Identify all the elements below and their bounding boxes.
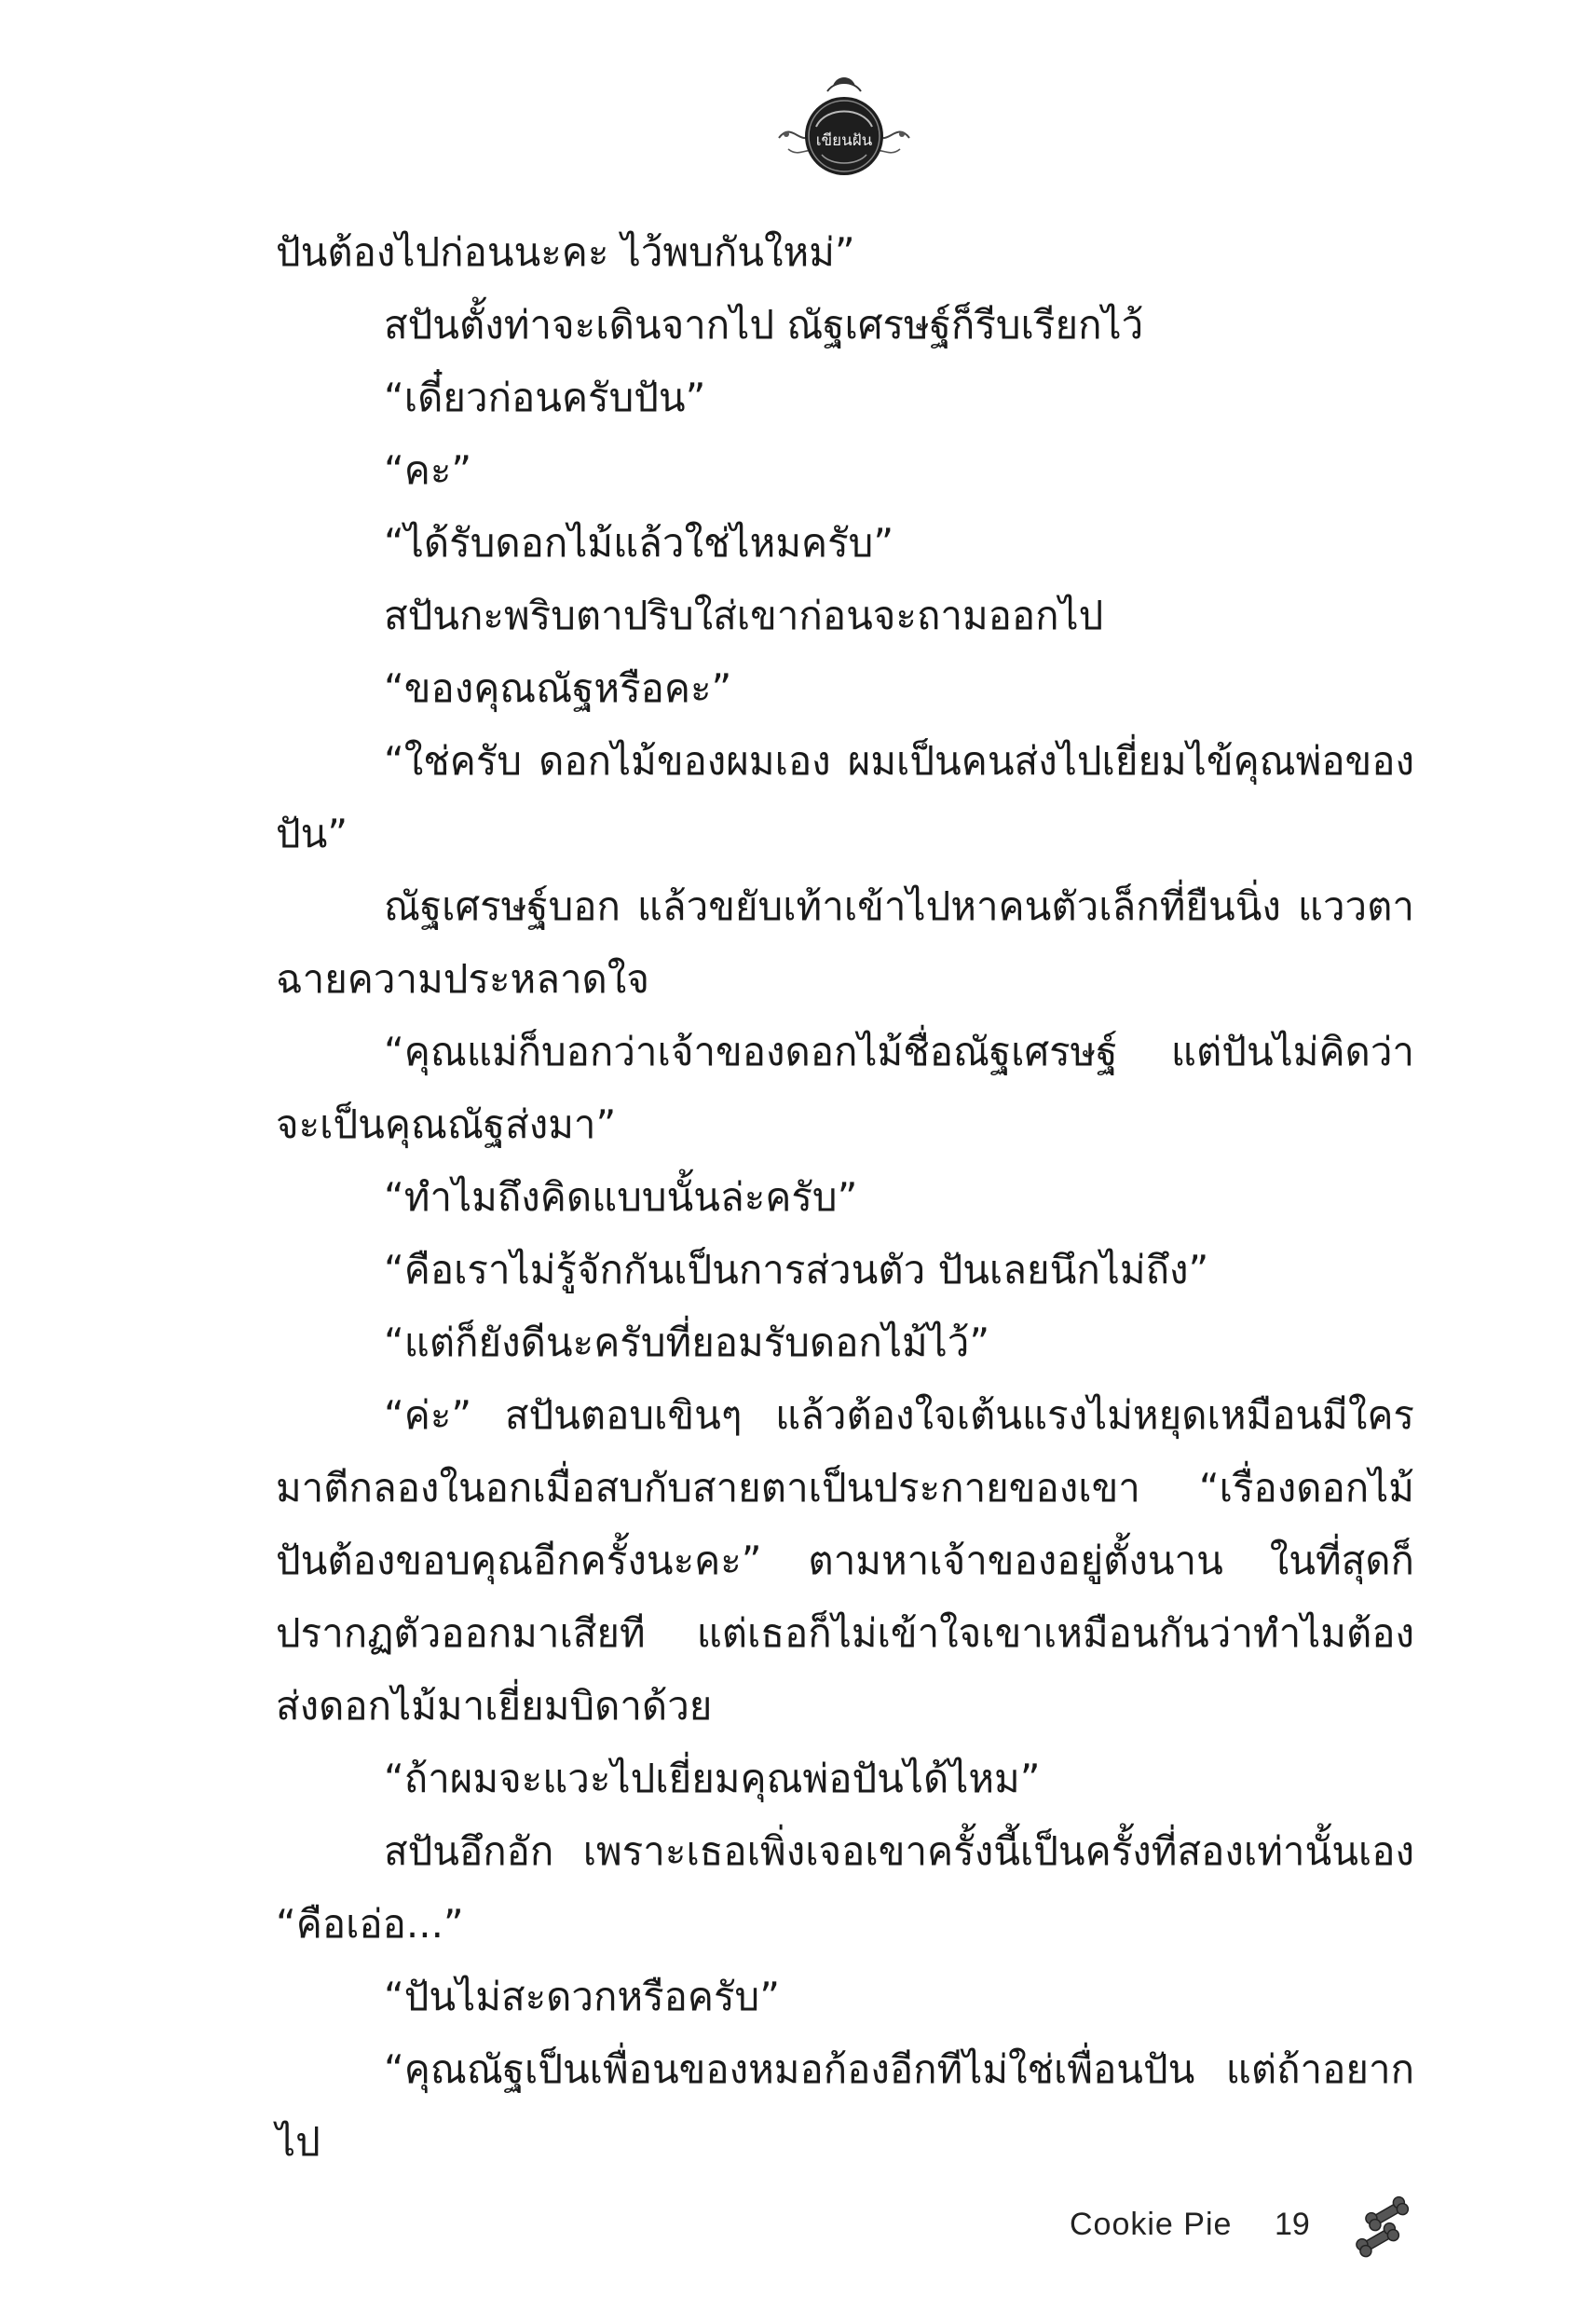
paragraph: “คือเราไม่รู้จักกันเป็นการส่วนตัว ปันเลยนึกไม่ถึง” [384, 1247, 1209, 1292]
paragraph: ณัฐเศรษฐ์บอก แล้วขยับเท้าเข้าไปหาคนตัวเล็กที่ยืนนิ่ง แววตาฉายความประหลาดใจ [276, 883, 1414, 1002]
cookie-pie-bone-icon [1351, 2195, 1424, 2261]
paragraph: “ค่ะ” สปันตอบเขินๆ แล้วต้องใจเต้นแรงไม่หยุดเหมือนมีใครมาตีกลองในอกเมื่อสบกับสายตาเป็นประกายของเขา “เรื่องดอกไม้ปันต้องขอบคุณอีกครั้งนะคะ” ตามหาเจ้าของอยู่ตั้งนาน ในที่สุดก็ปรากฏตัวออกมาเสียที แต่เธอก็ไม่เข้าใจเขาเหมือนกันว่าทำไมต้องส่งดอกไม้มาเยี่ยมบิดาด้วย [276, 1392, 1414, 1729]
paragraph: “คุณแม่ก็บอกว่าเจ้าของดอกไม้ชื่อณัฐเศรษฐ์ แต่ปันไม่คิดว่าจะเป็นคุณณัฐส่งมา” [276, 1029, 1414, 1147]
paragraph: “ใช่ครับ ดอกไม้ของผมเอง ผมเป็นคนส่งไปเยี่ยมไข้คุณพ่อของปัน” [276, 738, 1414, 856]
paragraph: “คะ” [384, 447, 472, 493]
footer-book-title: Cookie Pie [1070, 2207, 1233, 2242]
paragraph: สปันอึกอัก เพราะเธอเพิ่งเจอเขาครั้งนี้เป็นครั้งที่สองเท่านั้นเอง “คือเอ่อ...” [276, 1828, 1427, 1947]
paragraph: สปันกะพริบตาปริบใส่เขาก่อนจะถามออกไป [384, 593, 1104, 638]
paragraph: ปันต้องไปก่อนนะคะ ไว้พบกันใหม่” [276, 229, 855, 275]
paragraph: “ของคุณณัฐหรือคะ” [384, 665, 732, 711]
paragraph: “ได้รับดอกไม้แล้วใช่ไหมครับ” [384, 520, 894, 566]
logo-text: เขียนฝัน [815, 131, 873, 150]
paragraph: “เดี๋ยวก่อนครับปัน” [384, 375, 706, 420]
header-ornament-logo [770, 73, 919, 185]
page-footer [1062, 2195, 1435, 2270]
paragraph: “แต่ก็ยังดีนะครับที่ยอมรับดอกไม้ไว้” [384, 1320, 990, 1365]
footer-page-number: 19 [1275, 2207, 1310, 2242]
paragraph: “ทำไมถึงคิดแบบนั้นล่ะครับ” [384, 1174, 858, 1220]
paragraph: สปันตั้งท่าจะเดินจากไป ณัฐเศรษฐ์ก็รีบเรียกไว้ [384, 302, 1144, 348]
paragraph: “ปันไม่สะดวกหรือครับ” [384, 1974, 780, 2019]
paragraph: “ถ้าผมจะแวะไปเยี่ยมคุณพ่อปันได้ไหม” [384, 1756, 1041, 1801]
paragraph: “คุณณัฐเป็นเพื่อนของหมอก้องอีกทีไม่ใช่เพื่อนปัน แต่ถ้าอยากไป [276, 2046, 1414, 2165]
story-text [276, 216, 1427, 2179]
floral-medallion-logo-icon [770, 73, 919, 185]
